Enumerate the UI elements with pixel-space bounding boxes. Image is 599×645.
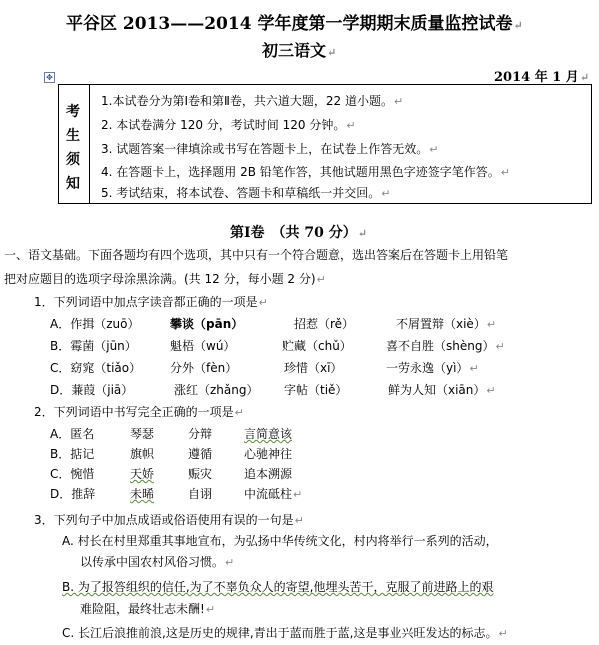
q2-option-c: C．惋惜 [50, 467, 95, 481]
exam-title: 平谷区 2013——2014 学年度第一学期期末质量监控试卷↵ [66, 14, 523, 34]
q1-option-a-word3: 招惹（rě） [294, 317, 355, 331]
section-instruction: 一、语文基础。下面各题均有四个选项，其中只有一个符合题意，选出答案后在答题卡上用铅笔 [4, 248, 509, 262]
q1-option-d-word4: 鲜为人知（xiān）↵ [388, 383, 496, 397]
q1-option-a-word2: 攀谈（pān） [170, 317, 244, 331]
q1-option-c-word4: 一劳永逸（yì）↵ [386, 361, 479, 375]
notice-label-char: 生 [66, 128, 80, 144]
q2-option-b: B．掂记 [50, 447, 95, 461]
q3-option-a: A. 村长在村里郑重其事地宣布，为弘扬中华传统文化，村内将举行一系列的活动， [62, 534, 498, 548]
q1-option-b-word3: 贮藏（chǔ） [282, 339, 352, 353]
q2-option-a-word3: 分辩 [188, 427, 213, 441]
notice-item: 5. 考试结束，将本试卷、答题卡和草稿纸一并交回。↵ [101, 186, 391, 200]
notice-item: 4. 在答题卡上，选择题用 2B 铅笔作答，其他试题用黑色字迹签字笔作答。↵ [101, 165, 510, 179]
q1-option-b-word2: 魁梧（wú） [170, 339, 236, 353]
q1-option-b: B．霉菌（jūn） [50, 339, 137, 353]
notice-item: 1.本试卷分为第Ⅰ卷和第Ⅱ卷，共六道大题，22 道小题。↵ [101, 94, 404, 108]
q2-option-b-word3: 遵循 [188, 447, 213, 461]
q2-option-d-word4: 中流砥柱↵ [244, 487, 303, 501]
notice-item: 3. 试题答案一律填涂或书写在答题卡上，在试卷上作答无效。↵ [101, 142, 439, 156]
q3-option-b-cont: 难险阻，最终壮志未酬!↵ [80, 602, 216, 616]
notice-label-char: 知 [66, 176, 80, 192]
q1-option-a-word4: 不屑置辩（xiè）↵ [396, 317, 497, 331]
exam-subtitle: 初三语文↵ [262, 41, 337, 60]
q2-option-b-word2: 旗帜 [130, 447, 155, 461]
q3-option-b: B. 为了报答组织的信任,为了不辜负众人的寄望,他埋头苦干，克服了前进路上的艰 [62, 580, 494, 594]
q2-option-c-word3: 赈灾 [188, 467, 213, 481]
notice-label-char: 须 [66, 152, 80, 168]
q2-option-a: A．匿名 [50, 427, 95, 441]
part1-heading: 第Ⅰ卷 （共 70 分）↵ [230, 225, 367, 241]
notice-label-char: 考 [66, 104, 80, 120]
q2-option-b-word4: 心驰神往 [244, 447, 293, 461]
section-instruction-cont: 把对应题目的选项字母涂黑涂满。(共 12 分，每小题 2 分)↵ [4, 272, 326, 286]
notice-item: 2. 本试卷满分 120 分，考试时间 120 分钟。↵ [101, 118, 356, 132]
q1-option-d: D．蒹葭（jiā） [50, 383, 134, 397]
q1-stem: 1．下列词语中加点字读音都正确的一项是↵ [34, 295, 268, 309]
exam-date: 2014 年 1 月↵ [494, 70, 590, 85]
q1-option-c-word2: 分外（fèn） [170, 361, 238, 375]
candidate-notice-box [58, 84, 592, 204]
q1-option-c-word3: 珍惜（xī） [284, 361, 343, 375]
q2-option-c-word2: 天娇 [130, 467, 155, 481]
q2-option-c-word4: 追本溯源 [244, 467, 293, 481]
q2-option-a-word2: 琴瑟 [130, 427, 155, 441]
notice-label [59, 85, 90, 203]
q3-option-c: C. 长江后浪推前浪,这是历史的规律,青出于蓝而胜于蓝,这是事业兴旺发达的标志。↵ [62, 626, 508, 640]
q1-option-a: A．作揖（zuō） [50, 317, 140, 331]
q2-stem: 2．下列词语中书写完全正确的一项是↵ [34, 405, 244, 419]
q2-option-a-word4: 言简意该 [244, 427, 293, 441]
q2-option-d-word2: 未晞 [130, 487, 155, 501]
q1-option-b-word4: 喜不自胜（shèng）↵ [386, 339, 505, 353]
q1-option-c: C．窈窕（tiǎo） [50, 361, 142, 375]
q3-option-a-cont: 以传承中国农村风俗习惯。↵ [80, 555, 235, 569]
q2-option-d: D．推辞 [50, 487, 96, 501]
table-move-handle-icon[interactable]: ✥ [44, 72, 55, 83]
q1-option-d-word3: 字帖（tiě） [284, 383, 348, 397]
q1-option-d-word2: 涨红（zhǎng） [174, 383, 259, 397]
q3-stem: 3．下列句子中加点成语或俗语使用有误的一句是↵ [34, 513, 304, 527]
q2-option-d-word3: 自诩 [188, 487, 213, 501]
